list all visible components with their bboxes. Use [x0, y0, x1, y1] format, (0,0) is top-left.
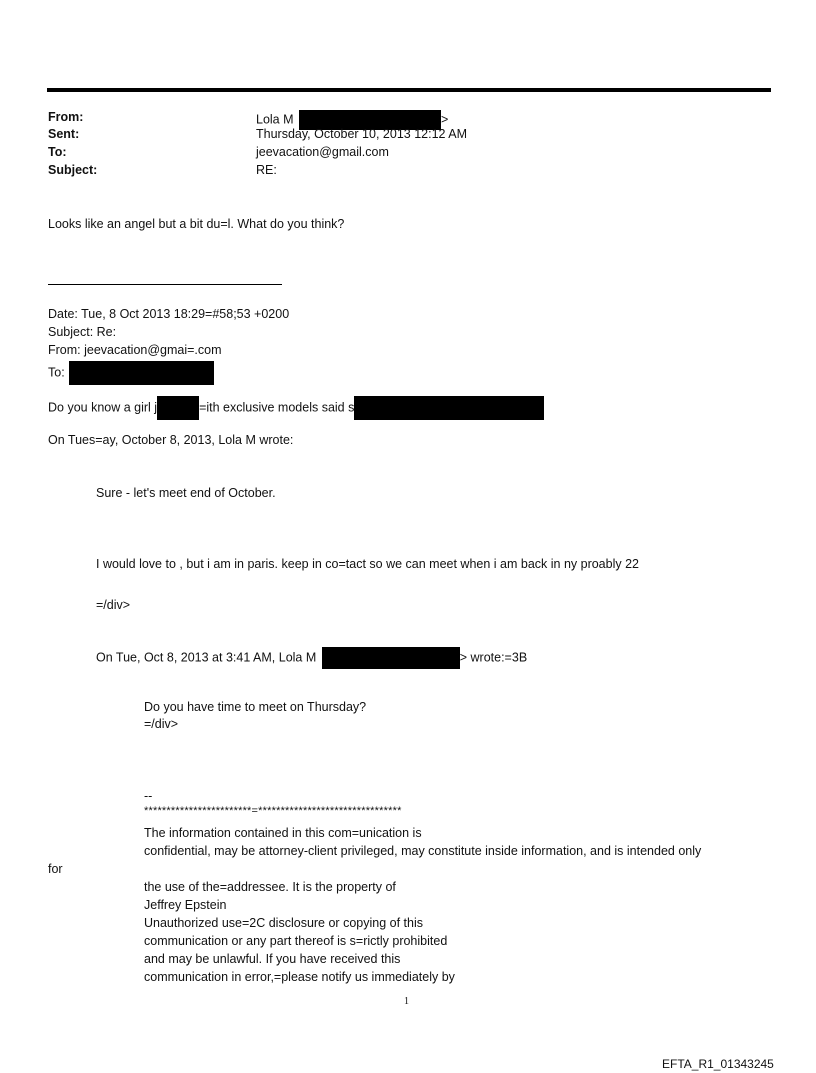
sure-line: Sure - let's meet end of October.	[96, 486, 276, 500]
div-close-2: =/div>	[144, 717, 179, 731]
disclaimer-line-3: the use of the=addressee. It is the property of	[144, 880, 396, 894]
quoted-to	[48, 361, 214, 385]
paris-line: I would love to , but i am in paris. keep in co=tact so we can meet when i am back in ny proably 22	[96, 557, 639, 571]
quoted-date: Date: Tue, 8 Oct 2013 18:29=#58;53 +0200	[48, 307, 290, 321]
quote-separator	[48, 284, 282, 285]
subject-label: Subject:	[48, 163, 98, 177]
to-label: To:	[48, 145, 67, 159]
quoted-from: From: jeevacation@gmai=.com	[48, 343, 222, 357]
from-label: From:	[48, 110, 84, 124]
disclaimer-dashes: --	[144, 789, 153, 803]
sent-label: Sent:	[48, 127, 80, 141]
disclaimer-for: for	[48, 862, 63, 876]
reply-text: Looks like an angel but a bit du=l. What do you think?	[48, 217, 345, 231]
redaction-box	[322, 647, 460, 669]
disclaimer-line-6: communication or any part thereof is s=rictly prohibited	[144, 934, 448, 948]
quoted-to-label: To:	[48, 365, 65, 380]
disclaimer-line-5: Unauthorized use=2C disclosure or copying of this	[144, 916, 423, 930]
on-tue-part-b: > wrote:=3B	[459, 650, 528, 665]
header-rule	[47, 88, 771, 92]
to-value: jeevacation@gmail.com	[256, 145, 389, 159]
from-tail: >	[441, 112, 449, 127]
disclaimer-stars: ************************=********************************	[144, 805, 402, 817]
thursday-line: Do you have time to meet on Thursday?	[144, 700, 367, 714]
div-close-1: =/div>	[96, 598, 131, 612]
quoted-on-line: On Tues=ay, October 8, 2013, Lola M wrote:	[48, 433, 294, 447]
from-name: Lola M	[256, 112, 294, 127]
question-part-a: Do you know a girl j	[48, 400, 158, 415]
disclaimer-line-7: and may be unlawful. If you have received this	[144, 952, 401, 966]
subject-value: RE:	[256, 163, 277, 177]
on-tue-part-a: On Tue, Oct 8, 2013 at 3:41 AM, Lola M	[96, 650, 317, 665]
on-tue-line	[96, 647, 527, 669]
quoted-subject: Subject: Re:	[48, 325, 117, 339]
redaction-box	[69, 361, 214, 385]
document-id: EFTA_R1_01343245	[662, 1057, 774, 1071]
disclaimer-line-2: confidential, may be attorney-client privileged, may constitute inside information, and is intended only	[144, 844, 702, 858]
quoted-question	[48, 396, 544, 420]
disclaimer-line-4: Jeffrey Epstein	[144, 898, 227, 912]
disclaimer-line-8: communication in error,=please notify us immediately by	[144, 970, 455, 984]
disclaimer-line-1: The information contained in this com=unication is	[144, 826, 422, 840]
page-number: 1	[404, 996, 409, 1007]
redaction-box	[157, 396, 199, 420]
sent-value: Thursday, October 10, 2013 12:12 AM	[256, 127, 468, 141]
redaction-box	[354, 396, 544, 420]
question-part-b: =ith exclusive models said s	[199, 400, 355, 415]
